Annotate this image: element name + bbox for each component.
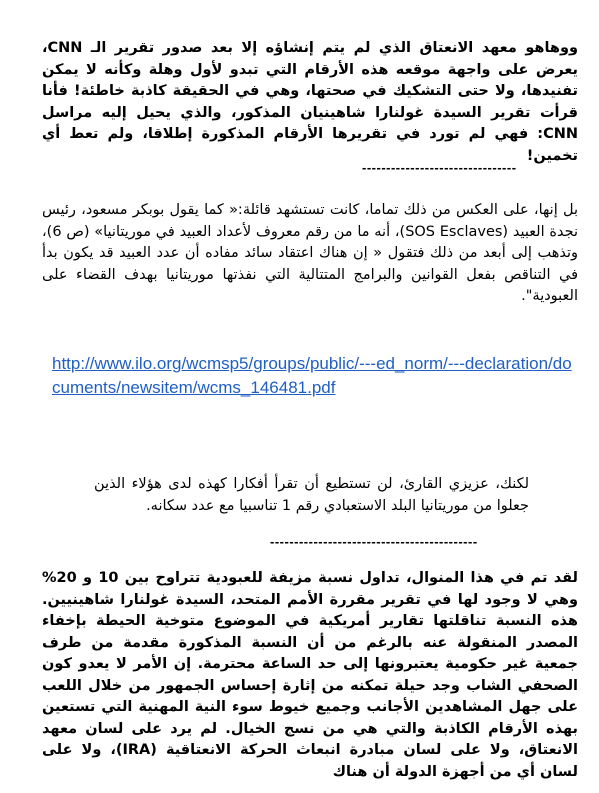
ilo-report-link[interactable]: http://www.ilo.org/wcmsp5/groups/public/---ed_norm/---declaration/documents/newsitem/wcms_146481.pdf bbox=[52, 354, 572, 397]
paragraph-quote-boubacar: بل إنها، على العكس من ذلك تماما، كانت تستشهد قائلة:« كما يقول بوبكر مسعود، رئيس نجدة العبيد (SOS Esclaves)، أنه ما من رقم معروف لأعداد العبيد في موريتانيا» (ص 6)، وتذهب إلى أبعد من ذلك فتقول « إن هناك اعتقاد سائد مفاده أن عدد العبيد قد يكون بدأ في التناقص بفعل القوانين والبرامج المتتالية التي نفذتها موريتانيا بهدف القضاء على العبودية". bbox=[42, 202, 578, 304]
section-divider: ------------------------------------------- bbox=[270, 534, 478, 549]
paragraph-reader-note: لكنك، عزيزي القارئ، لن تستطيع أن تقرأ أفكارا كهذه لدى هؤلاء الذين جعلوا من موريتانيا البلد الاستعبادي رقم 1 تناسبيا مع عدد سكانه. bbox=[94, 476, 529, 514]
section-divider: -------------------------------- bbox=[362, 160, 517, 175]
paragraph-cnn-report: ووهاهو معهد الانعتاق الذي لم يتم إنشاؤه إلا بعد صدور تقرير الـ CNN، يعرض على واجهة موقعه هذه الأرقام التي تبدو لأول وهلة وكأنه لا يمكن تفنيدها، ولا حتى التشكيك في صحتها، وهي في الحقيقة كاذبة خاطئة! فأنا قرأت تقرير السيدة غولنارا شاهينيان المذكور، والذي يحيل إليه مراسل CNN: فهي لم تورد في تقريرها الأرقام المذكورة إطلاقا، ولم تعط أي تخمين! bbox=[42, 40, 578, 164]
paragraph-fake-percentage: لقد تم في هذا المنوال، تداول نسبة مزيفة للعبودية تتراوح بين 10 و 20% وهي لا وجود لها في تقرير مقررة الأمم المتحد، السيدة غولنارا شاهينيين. هذه النسبة تناقلتها تقارير أمريكية في الموضوع متوخية الحيطة بإخفاء المصدر المنقولة عنه بالرغم من أن النسبة المذكورة مقدمة من طرف جمعية غير حكومية يعتبرونها إلى حد الساعة محترمة. إن الأمر لا يعدو كون الصحفي الشاب وجد حيلة تمكنه من إثارة إحساس الجمهور من خلال اللعب على جهل المشاهدين الأجانب وجميع خيوط سوء النية المهنية التي تستعين بهذه الأرقام الكاذبة والتي هي من نسج الخيال. لم يرد على لسان معهد الانعتاق، ولا على لسان مبادرة انبعاث الحركة الانعتاقية (IRA)، ولا على لسان أي من أجهزة الدولة أن هناك bbox=[42, 570, 579, 780]
